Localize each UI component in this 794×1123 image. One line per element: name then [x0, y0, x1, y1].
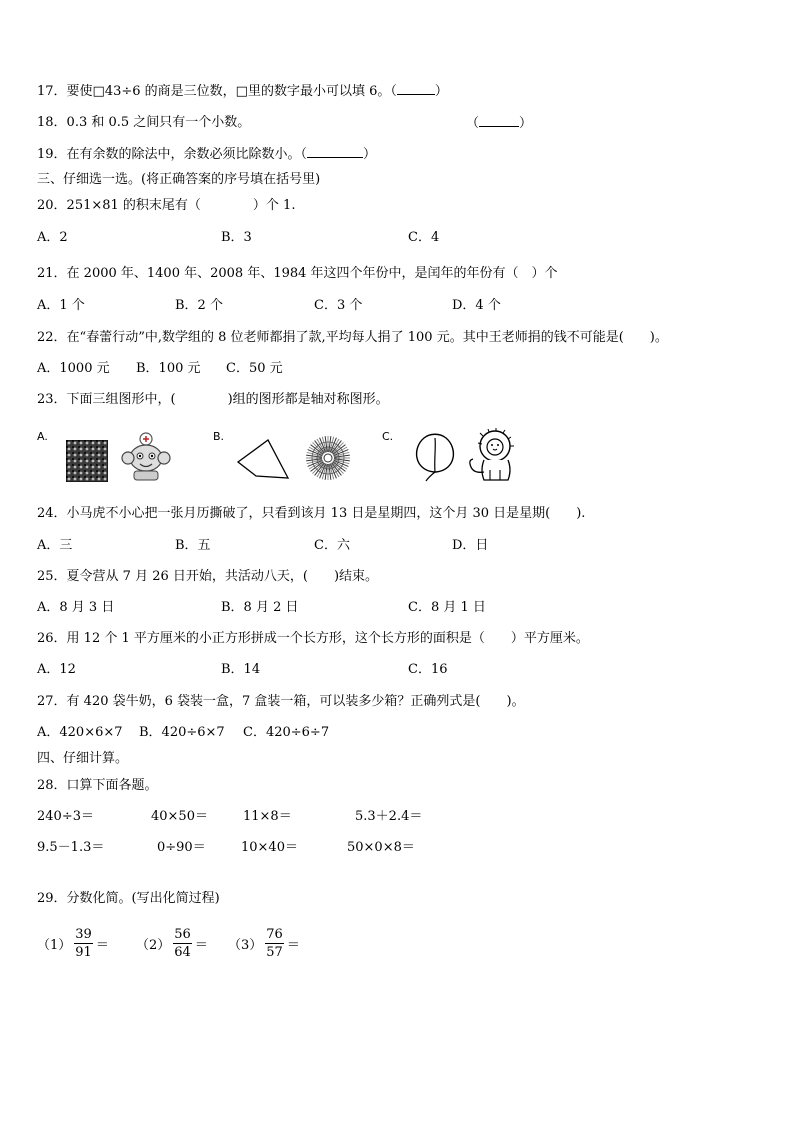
- option-a[interactable]: A．420×6×7: [37, 725, 123, 740]
- fraction: $\frac{39}{91}$: [75, 927, 92, 960]
- question-29: 29．分数化简。(写出化简过程): [37, 891, 220, 906]
- option-c[interactable]: C．4: [408, 230, 440, 245]
- calc-item: 0÷90＝: [157, 840, 206, 855]
- question-28: 28．口算下面各题。: [37, 778, 158, 793]
- option-c[interactable]: C．六: [314, 538, 350, 553]
- figure-label-b: B.: [213, 430, 225, 443]
- fraction-item-2: （2） $\frac{56}{64}$ ＝: [136, 927, 208, 960]
- section-heading-3: 三、仔细选一选。(将正确答案的序号填在括号里): [37, 172, 321, 187]
- fraction-item-1: （1） $\frac{39}{91}$ ＝: [37, 927, 109, 960]
- option-b[interactable]: B．五: [175, 538, 211, 553]
- leaf-figure[interactable]: [410, 430, 460, 482]
- option-b[interactable]: B．8 月 2 日: [221, 600, 299, 615]
- figure-label-c: C.: [382, 430, 394, 443]
- figure-label-a: A.: [37, 430, 48, 443]
- option-b[interactable]: B．100 元: [136, 361, 201, 376]
- parallelogram-figure[interactable]: [234, 436, 294, 482]
- calc-item: 240÷3＝: [37, 809, 94, 824]
- fraction: $\frac{56}{64}$: [174, 927, 191, 960]
- option-b[interactable]: B．3: [221, 230, 252, 245]
- calc-item: 11×8＝: [243, 809, 292, 824]
- patterned-square-figure[interactable]: [66, 440, 108, 482]
- fraction-item-3: （3） $\frac{76}{57}$ ＝: [228, 927, 300, 960]
- option-c[interactable]: C．3 个: [314, 298, 363, 313]
- answer-blank[interactable]: [307, 145, 363, 158]
- answer-blank[interactable]: [479, 114, 519, 127]
- option-c[interactable]: C．50 元: [226, 361, 283, 376]
- calc-item: 10×40＝: [241, 840, 298, 855]
- question-22: 22．在“春蕾行动”中,数学组的 8 位老师都捐了款,平均每人捐了 100 元。其中王老师捐的钱不可能是( )。: [37, 330, 668, 345]
- option-d[interactable]: D．日: [452, 538, 489, 553]
- option-a[interactable]: A．1 个: [37, 298, 85, 313]
- question-23: 23．下面三组图形中，( )组的图形都是轴对称图形。: [37, 392, 389, 407]
- option-c[interactable]: C．8 月 1 日: [408, 600, 486, 615]
- lion-figure[interactable]: [462, 428, 524, 484]
- option-c[interactable]: C．420÷6÷7: [243, 725, 330, 740]
- answer-blank[interactable]: [397, 82, 435, 95]
- question-17: 17．要使□43÷6 的商是三位数，□里的数字最小可以填 6。（ ）: [37, 84, 448, 99]
- calc-item: 5.3＋2.4＝: [355, 809, 423, 824]
- question-26: 26．用 12 个 1 平方厘米的小正方形拼成一个长方形，这个长方形的面积是（ ）平方厘米。: [37, 631, 589, 646]
- option-b[interactable]: B．420÷6×7: [139, 725, 225, 740]
- calc-item: 50×0×8＝: [347, 840, 415, 855]
- option-a[interactable]: A．1000 元: [37, 361, 110, 376]
- question-18-answer: （ ）: [466, 116, 533, 131]
- option-a[interactable]: A．8 月 3 日: [37, 600, 115, 615]
- option-d[interactable]: D．4 个: [452, 298, 501, 313]
- question-20: 20．251×81 的积末尾有（ ）个 1.: [37, 198, 296, 213]
- option-b[interactable]: B．14: [221, 662, 261, 677]
- option-a[interactable]: A．三: [37, 538, 73, 553]
- option-a[interactable]: A．12: [37, 662, 76, 677]
- option-a[interactable]: A．2: [37, 230, 68, 245]
- question-21: 21．在 2000 年、1400 年、2008 年、1984 年这四个年份中，是闰年的年份有（ ）个: [37, 266, 558, 281]
- calc-item: 40×50＝: [151, 809, 208, 824]
- calc-item: 9.5－1.3＝: [37, 840, 105, 855]
- question-19: 19．在有余数的除法中，余数必须比除数小。（ ）: [37, 147, 377, 162]
- section-heading-4: 四、仔细计算。: [37, 751, 129, 766]
- question-27: 27．有 420 袋牛奶，6 袋装一盒，7 盒装一箱，可以装多少箱？正确列式是( )。: [37, 694, 525, 709]
- option-b[interactable]: B．2 个: [175, 298, 223, 313]
- question-24: 24．小马虎不小心把一张月历撕破了，只看到该月 13 日是星期四，这个月 30 日是星期( ).: [37, 506, 586, 521]
- question-18: 18．0.3 和 0.5 之间只有一个小数。: [37, 115, 251, 130]
- option-c[interactable]: C．16: [408, 662, 448, 677]
- cartoon-monkey-figure[interactable]: [116, 430, 176, 482]
- fraction: $\frac{76}{57}$: [266, 927, 283, 960]
- question-25: 25．夏令营从 7 月 26 日开始，共活动八天，( )结束。: [37, 569, 379, 584]
- sunburst-figure[interactable]: [304, 434, 352, 482]
